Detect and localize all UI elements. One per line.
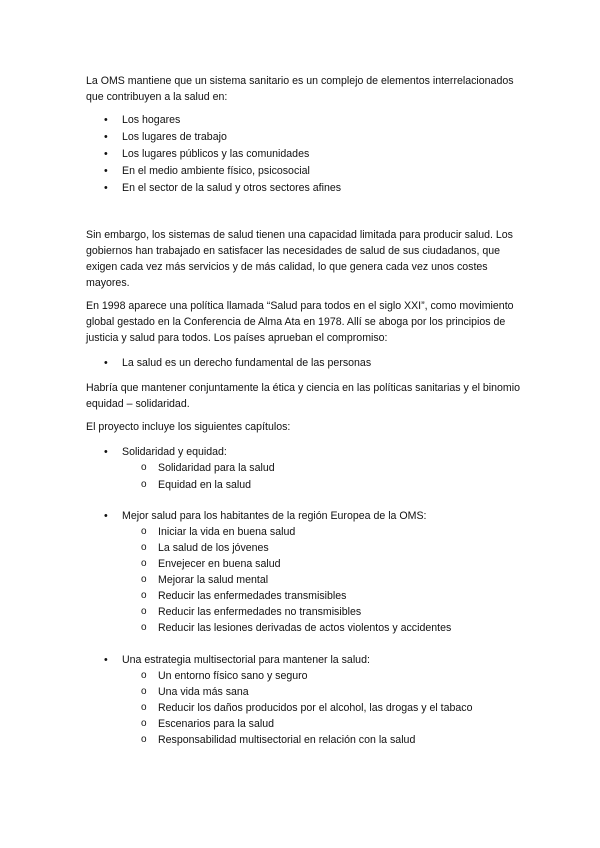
- circle-bullet-icon: o: [141, 526, 147, 537]
- circle-bullet-icon: o: [141, 686, 147, 697]
- bullet-icon: •: [104, 654, 108, 666]
- circle-bullet-icon: o: [141, 622, 147, 633]
- bullet-icon: •: [104, 446, 108, 458]
- circle-bullet-icon: o: [141, 670, 147, 681]
- document-page: La OMS mantiene que un sistema sanitario es un complejo de elementos interrelacionados que contribuyen a la salud en: • Los hogares • Los lugares de trabajo • Los lugares públicos y las comunidades • En el medio ambiente físico, psicosocial • En el sector de la salud y otros sectores afines Sin embargo, los sistemas de salud tienen una capacidad limitada para producir salud. Los gobiernos han trabajado en satisfacer las necesidades de salud de sus ciudadanos, que exigen cada vez más servicios y de más calidad, lo que genera cada vez unos costes mayores. En 1998 aparece una política llamada “Salud para todos en el siglo XXI”, como movimiento global gestado en la Conferencia de Alma Ata en 1978. Allí se aboga por los principios de justicia y salud para todos. Los países aprueban el compromiso: • La salud es un derecho fundamental de las personas Habría que mantener conjuntamente la ética y ciencia en las políticas sanitarias y el binomio equidad – solidaridad. El proyecto incluye los siguientes capítulos: • Solidaridad y equidad: o Solidaridad para la salud o Equidad en la salud • Mejor salud para los habitantes de la región Europea de la OMS: o Iniciar la vida en buena salud o La salud de los jóvenes o Envejecer en buena salud o Mejorar la salud mental o Reducir las enfermedades transmisibles o Reducir las enfermedades no transmisibles o Reducir las lesiones derivadas de actos violentos y accidentes • Una estrategia multisectorial para mantener la salud: o Un entorno físico sano y seguro o Una vida más sana o Reducir los daños producidos por el alcohol, las drogas y el tabaco o Escenarios para la salud o Responsabilidad multisectorial en relación con la salud: [0, 0, 600, 848]
- circle-bullet-icon: o: [141, 718, 147, 729]
- intro-paragraph: La OMS mantiene que un sistema sanitario es un complejo de elementos interrelacionados que contribuyen a la salud en:: [86, 75, 514, 103]
- circle-bullet-icon: o: [141, 590, 147, 601]
- bullet-icon: •: [104, 182, 108, 194]
- circle-bullet-icon: o: [141, 558, 147, 569]
- circle-bullet-icon: o: [141, 462, 147, 473]
- circle-bullet-icon: o: [141, 734, 147, 745]
- bullet-icon: •: [104, 510, 108, 522]
- paragraph-proyecto: El proyecto incluye los siguientes capítulos:: [86, 421, 291, 433]
- paragraph-sin-embargo: Sin embargo, los sistemas de salud tienen una capacidad limitada para producir salud. Los gobiernos han trabajado en satisfacer las necesidades de salud de sus ciudadanos, que exigen cada vez más servicios y de más calidad, lo que genera cada vez unos costes mayores.: [86, 229, 513, 289]
- bullet-icon: •: [104, 114, 108, 126]
- circle-bullet-icon: o: [141, 606, 147, 617]
- bullet-icon: •: [104, 131, 108, 143]
- circle-bullet-icon: o: [141, 479, 147, 490]
- paragraph-1998: En 1998 aparece una política llamada “Salud para todos en el siglo XXI”, como movimiento global gestado en la Conferencia de Alma Ata en 1978. Allí se aboga por los principios de justicia y salud para todos. Los países aprueban el compromiso:: [86, 300, 514, 344]
- bullet-icon: •: [104, 148, 108, 160]
- circle-bullet-icon: o: [141, 574, 147, 585]
- circle-bullet-icon: o: [141, 542, 147, 553]
- bullet-icon: •: [104, 165, 108, 177]
- bullet-icon: •: [104, 357, 108, 369]
- paragraph-etica: Habría que mantener conjuntamente la ética y ciencia en las políticas sanitarias y el binomio equidad – solidaridad.: [86, 382, 520, 410]
- circle-bullet-icon: o: [141, 702, 147, 713]
